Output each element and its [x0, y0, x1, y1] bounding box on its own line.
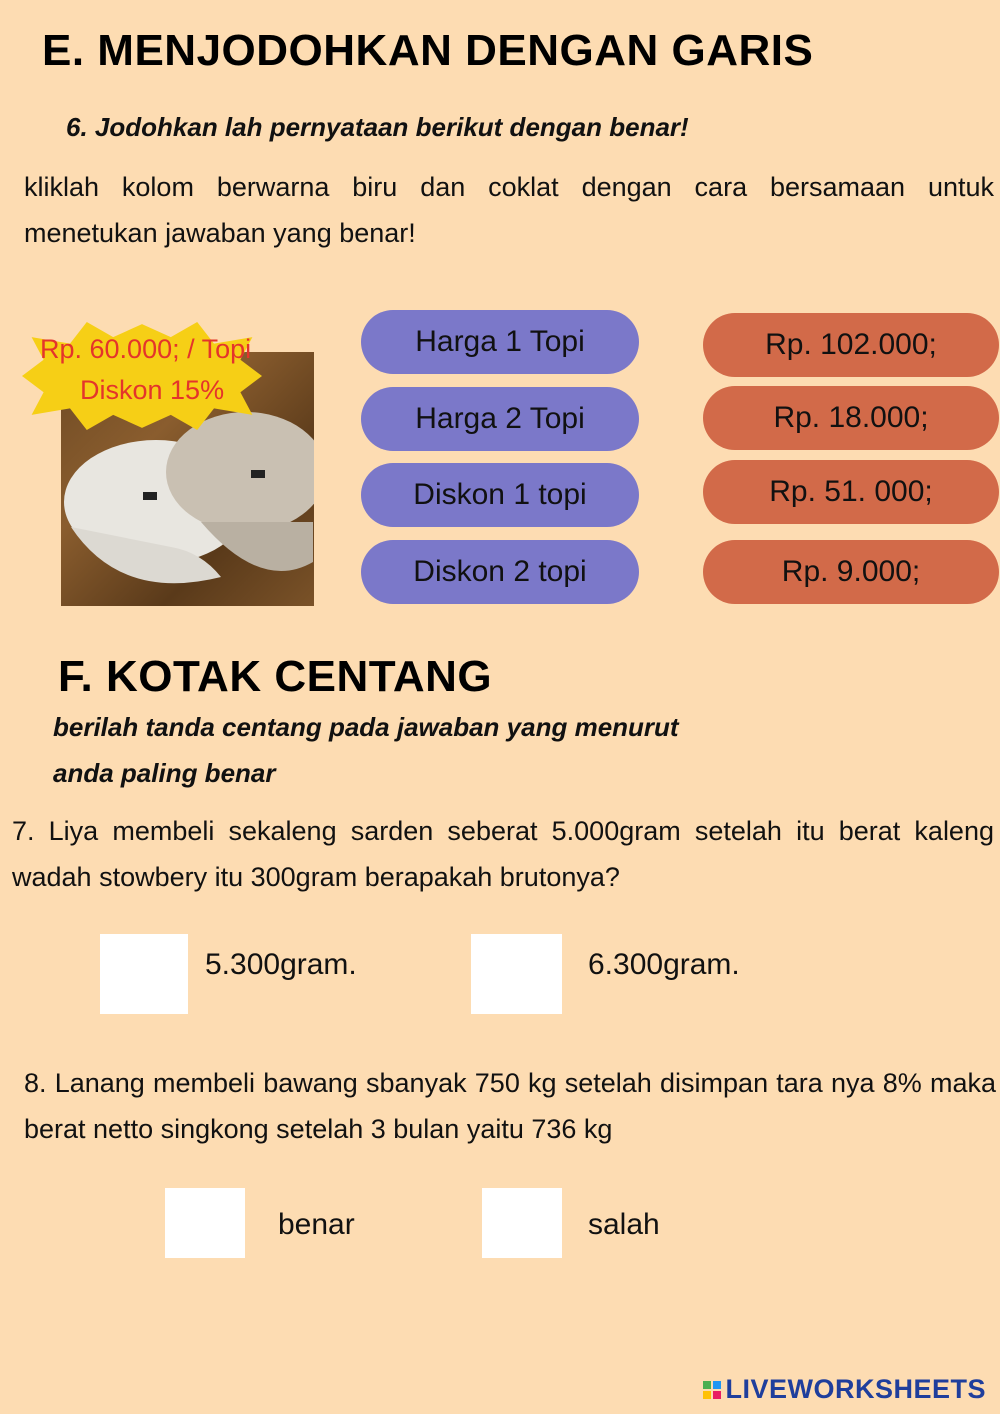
match-left-harga-2-topi[interactable]: Harga 2 Topi [361, 387, 639, 451]
checkbox-instruction-line2: anda paling benar [53, 758, 276, 788]
question-8-text: 8. Lanang membeli bawang sbanyak 750 kg setelah disimpan tara nya 8% maka berat netto singkong setelah 3 bulan yaitu 736 kg [24, 1068, 996, 1144]
match-right-option-1[interactable]: Rp. 102.000; [703, 313, 999, 377]
discount-label: Diskon 15% [80, 375, 225, 405]
q7-checkbox-a[interactable] [100, 934, 188, 1014]
question-7-text: 7. Liya membeli sekaleng sarden seberat 5.000gram setelah itu berat kaleng wadah stowbery itu 300gram berapakah brutonya? [12, 816, 994, 892]
checkbox-instruction-line1: berilah tanda centang pada jawaban yang menurut [53, 712, 679, 742]
match-left-diskon-1-topi[interactable]: Diskon 1 topi [361, 463, 639, 527]
liveworksheets-brand-text: LIVEWORKSHEETS [725, 1374, 986, 1404]
q8-checkbox-benar[interactable] [165, 1188, 245, 1258]
q7-option-b-label: 6.300gram. [588, 948, 740, 981]
match-left-diskon-2-topi[interactable]: Diskon 2 topi [361, 540, 639, 604]
match-left-harga-1-topi[interactable]: Harga 1 Topi [361, 310, 639, 374]
liveworksheets-logo-icon [703, 1381, 721, 1399]
price-per-hat: Rp. 60.000; / Topi [40, 334, 252, 364]
q8-option-benar-label: benar [278, 1208, 355, 1241]
section-f-title: F. KOTAK CENTANG [58, 652, 493, 701]
section-e-title: E. MENJODOHKAN DENGAN GARIS [42, 26, 814, 75]
liveworksheets-logo[interactable] [703, 1374, 986, 1405]
match-right-option-3[interactable]: Rp. 51. 000; [703, 460, 999, 524]
match-right-option-2[interactable]: Rp. 18.000; [703, 386, 999, 450]
matching-instruction: kliklah kolom berwarna biru dan coklat dengan cara bersamaan untuk menetukan jawaban yang benar! [24, 172, 994, 248]
q8-option-salah-label: salah [588, 1208, 660, 1241]
q7-checkbox-b[interactable] [471, 934, 562, 1014]
q7-option-a-label: 5.300gram. [205, 948, 357, 981]
match-right-option-4[interactable]: Rp. 9.000; [703, 540, 999, 604]
question-6-prompt: 6. Jodohkan lah pernyataan berikut dengan benar! [66, 112, 689, 142]
q8-checkbox-salah[interactable] [482, 1188, 562, 1258]
